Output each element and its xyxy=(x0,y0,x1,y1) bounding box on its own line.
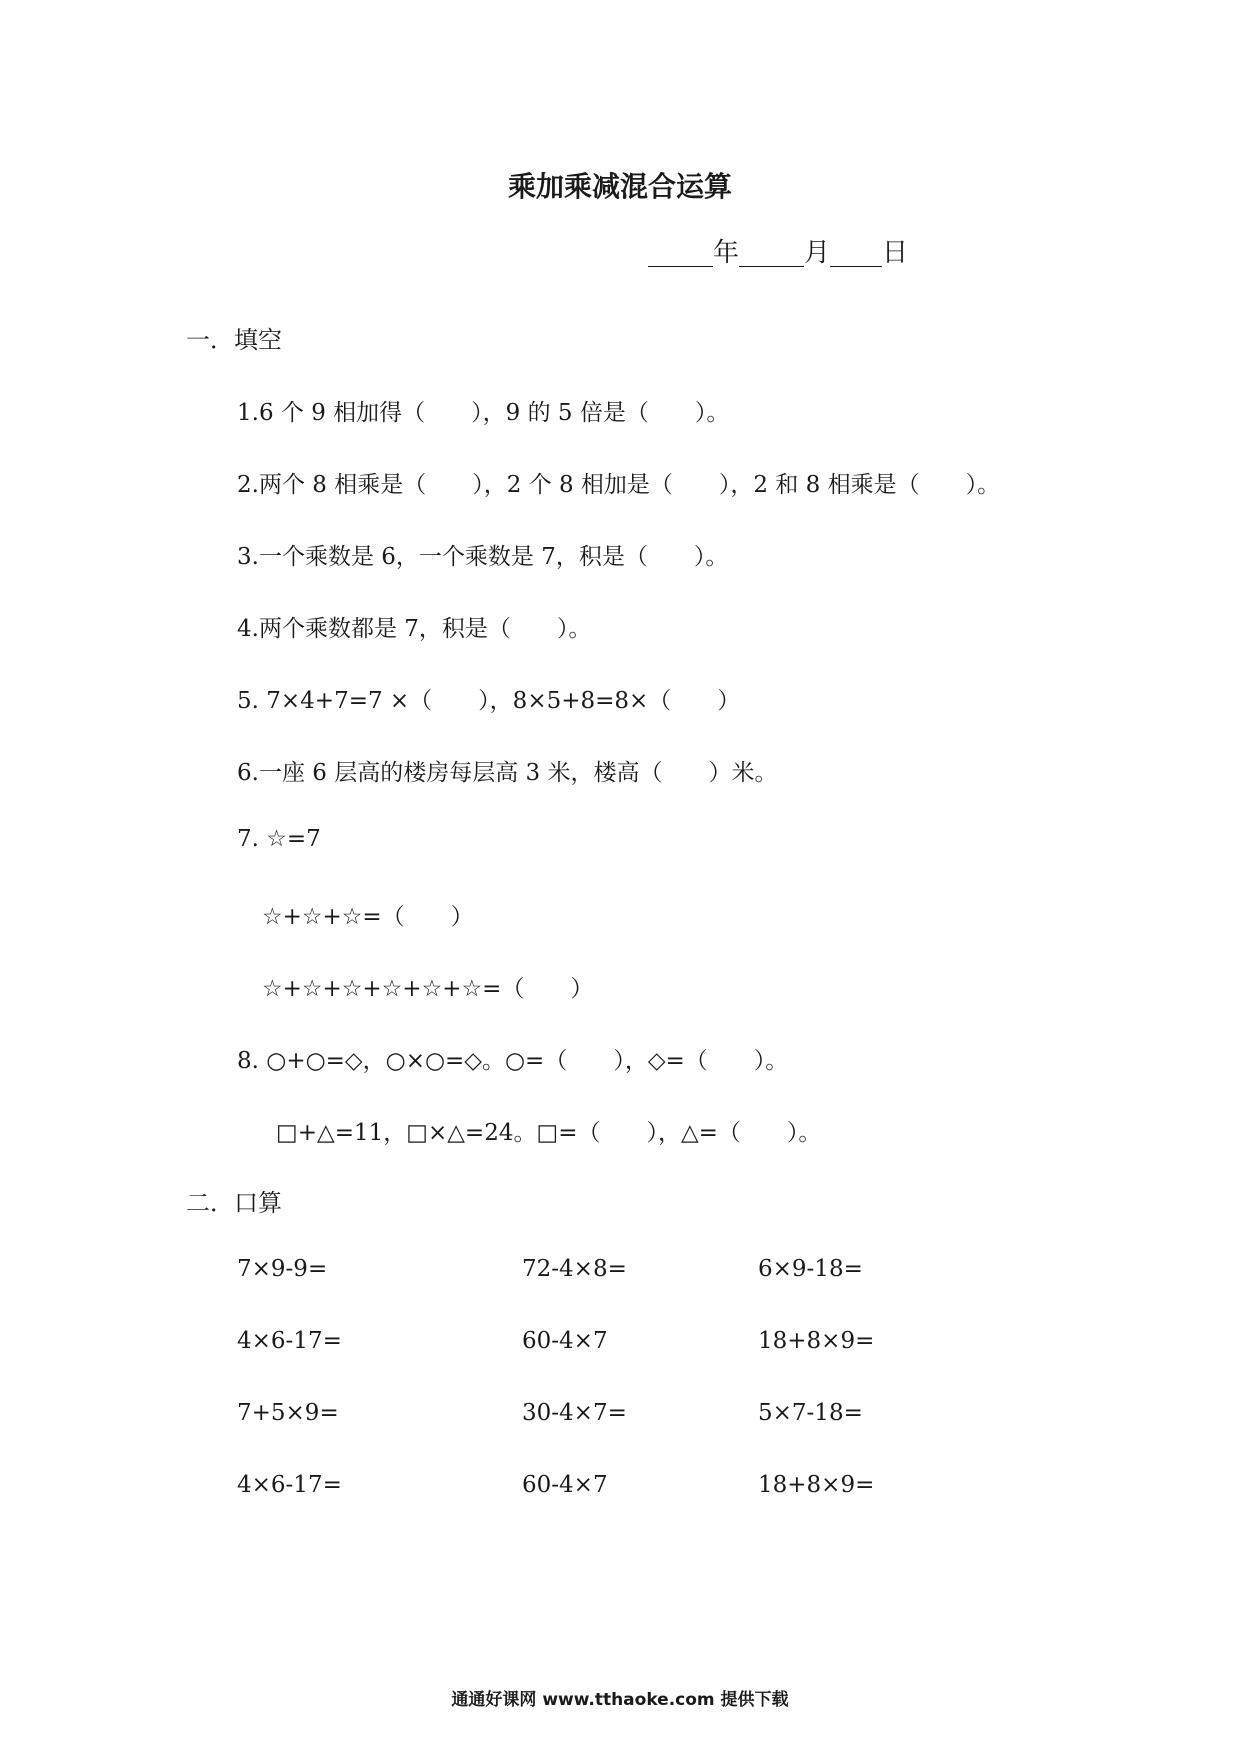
section-heading-mental-math: 二．口算 xyxy=(186,1189,282,1217)
calc-item: 60-4×7 xyxy=(522,1472,608,1498)
question-7: 7. ☆=7 xyxy=(237,826,321,852)
calc-item: 7×9-9= xyxy=(237,1256,328,1282)
section-heading-fill-blank: 一．填空 xyxy=(186,326,282,354)
calc-item: 4×6-17= xyxy=(237,1328,342,1354)
question-8-line-1: 8. ○+○=◇，○×○=◇。○=（ ），◇=（ ）。 xyxy=(237,1048,789,1074)
calc-item: 6×9-18= xyxy=(758,1256,863,1282)
question-1: 1.6 个 9 相加得（ ），9 的 5 倍是（ ）。 xyxy=(237,400,730,426)
question-5: 5. 7×4+7=7 ×（ ），8×5+8=8×（ ） xyxy=(237,688,741,714)
calc-item: 7+5×9= xyxy=(237,1400,339,1426)
calc-item: 60-4×7 xyxy=(522,1328,608,1354)
question-6: 6.一座 6 层高的楼房每层高 3 米，楼高（ ）米。 xyxy=(237,760,778,786)
calc-item: 18+8×9= xyxy=(758,1328,875,1354)
question-7-line-2: ☆+☆+☆+☆+☆+☆=（ ） xyxy=(262,976,594,1002)
page-title: 乘加乘减混合运算 xyxy=(507,170,732,203)
question-3: 3.一个乘数是 6，一个乘数是 7，积是（ ）。 xyxy=(237,544,729,570)
date-line: _____年_____月____日 xyxy=(648,238,909,268)
calc-item: 18+8×9= xyxy=(758,1472,875,1498)
calc-item: 30-4×7= xyxy=(522,1400,627,1426)
question-2: 2.两个 8 相乘是（ ），2 个 8 相加是（ ），2 和 8 相乘是（ ）。 xyxy=(237,472,1001,498)
calc-item: 5×7-18= xyxy=(758,1400,863,1426)
question-8-line-2: □+△=11，□×△=24。□=（ ），△=（ ）。 xyxy=(276,1120,822,1146)
footer-source: 通通好课网 www.tthaoke.com 提供下载 xyxy=(451,1690,789,1710)
question-7-line-1: ☆+☆+☆=（ ） xyxy=(262,904,474,930)
question-4: 4.两个乘数都是 7，积是（ ）。 xyxy=(237,616,592,642)
calc-item: 4×6-17= xyxy=(237,1472,342,1498)
calc-item: 72-4×8= xyxy=(522,1256,627,1282)
